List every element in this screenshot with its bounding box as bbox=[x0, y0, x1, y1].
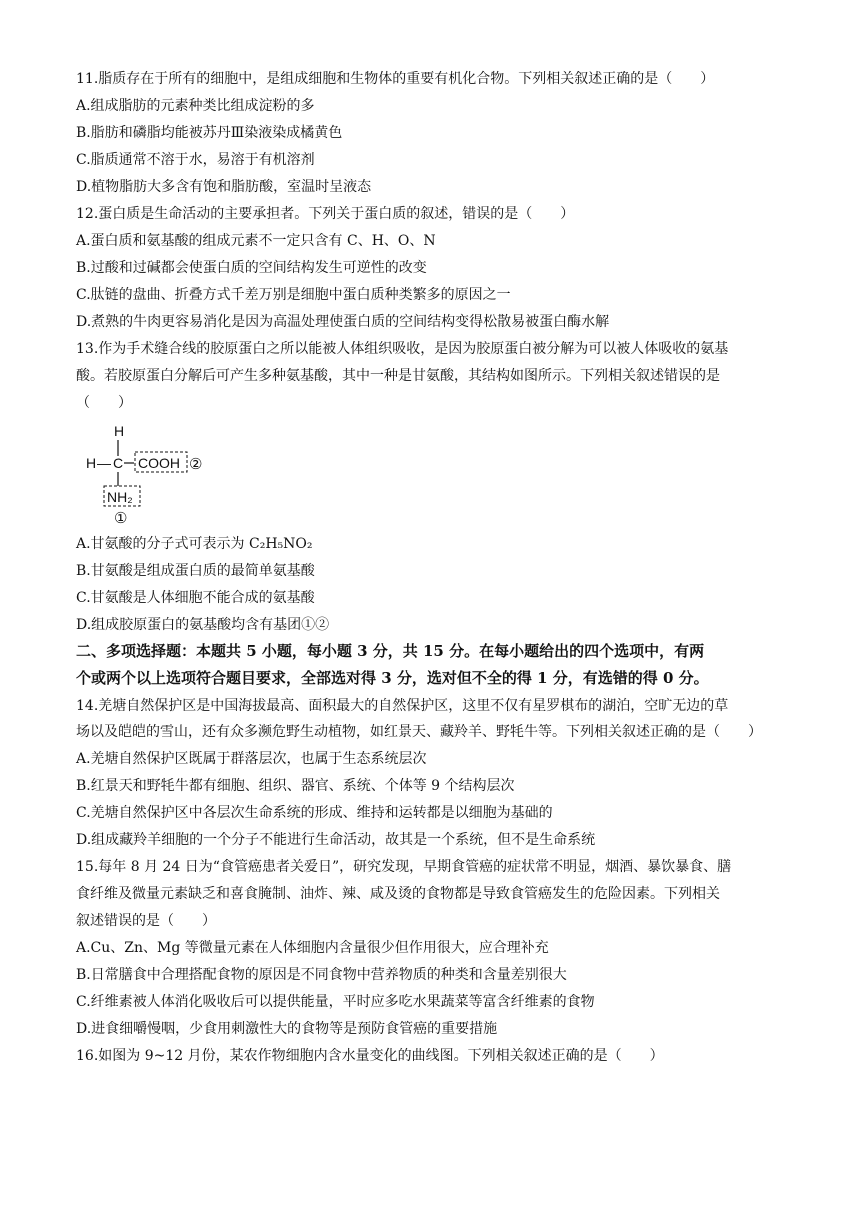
glycine-structure-figure bbox=[82, 420, 222, 528]
q12-option-b: B.过酸和过碱都会使蛋白质的空间结构发生可逆性的改变 bbox=[76, 260, 427, 276]
q15-option-c: C.纤维素被人体消化吸收后可以提供能量，平时应多吃水果蔬菜等富含纤维素的食物 bbox=[76, 994, 595, 1010]
q13-stem-line1: 13.作为手术缝合线的胶原蛋白之所以能被人体组织吸收，是因为胶原蛋白被分解为可以被人体吸收的氨基 bbox=[76, 341, 729, 357]
q14-stem-line2: 场以及皑皑的雪山，还有众多濒危野生动植物，如红景天、藏羚羊、野牦牛等。下列相关叙述正确的是（ ） bbox=[76, 724, 762, 740]
glycine-top-hydrogen: H bbox=[114, 423, 125, 439]
q15-option-a: A.Cu、Zn、Mg 等微量元素在人体细胞内含量很少但作用很大，应合理补充 bbox=[76, 940, 549, 956]
q11-option-a: A.组成脂肪的元素种类比组成淀粉的多 bbox=[76, 98, 315, 114]
q12-option-d: D.煮熟的牛肉更容易消化是因为高温处理使蛋白质的空间结构变得松散易被蛋白酶水解 bbox=[76, 314, 610, 330]
q13-option-b: B.甘氨酸是组成蛋白质的最简单氨基酸 bbox=[76, 563, 315, 579]
carboxyl-group: COOH bbox=[138, 455, 180, 471]
q11-option-c: C.脂质通常不溶于水，易溶于有机溶剂 bbox=[76, 152, 315, 168]
q15-option-d: D.进食细嚼慢咽，少食用刺激性大的食物等是预防食管癌的重要措施 bbox=[76, 1021, 498, 1037]
q12-option-a: A.蛋白质和氨基酸的组成元素不一定只含有 C、H、O、N bbox=[76, 233, 436, 249]
q14-option-a: A.羌塘自然保护区既属于群落层次，也属于生态系统层次 bbox=[76, 751, 427, 767]
section2-heading-line1: 二、多项选择题：本题共 5 小题，每小题 3 分，共 15 分。在每小题给出的四个选项中，有两 bbox=[76, 642, 705, 660]
q11-option-d: D.植物脂肪大多含有饱和脂肪酸，室温时呈液态 bbox=[76, 179, 372, 195]
amino-group: NH₂ bbox=[107, 489, 133, 505]
q14-option-b: B.红景天和野牦牛都有细胞、组织、器官、系统、个体等 9 个结构层次 bbox=[76, 778, 515, 794]
q14-option-d: D.组成藏羚羊细胞的一个分子不能进行生命活动，故其是一个系统，但不是生命系统 bbox=[76, 832, 596, 848]
q11-option-b: B.脂肪和磷脂均能被苏丹Ⅲ染液染成橘黄色 bbox=[76, 125, 343, 141]
label-circled-1: ① bbox=[114, 510, 128, 527]
q14-option-c: C.羌塘自然保护区中各层次生命系统的形成、维持和运转都是以细胞为基础的 bbox=[76, 805, 553, 821]
section2-heading-line2: 个或两个以上选项符合题目要求，全部选对得 3 分，选对但不全的得 1 分，有选错的得 0 分。 bbox=[76, 669, 709, 687]
q15-stem-line3: 叙述错误的是（ ） bbox=[76, 913, 216, 929]
q15-stem-line1: 15.每年 8 月 24 日为“食管癌患者关爱日”，研究发现，早期食管癌的症状常不明显，烟酒、暴饮暴食、膳 bbox=[76, 859, 732, 875]
q14-stem-line1: 14.羌塘自然保护区是中国海拔最高、面积最大的自然保护区，这里不仅有星罗棋布的湖泊，空旷无边的草 bbox=[76, 698, 729, 714]
q12-stem: 12.蛋白质是生命活动的主要承担者。下列关于蛋白质的叙述，错误的是（ ） bbox=[76, 206, 575, 222]
q11-stem: 11.脂质存在于所有的细胞中，是组成细胞和生物体的重要有机化合物。下列相关叙述正确的是（ ） bbox=[76, 71, 715, 87]
q13-option-a: A.甘氨酸的分子式可表示为 C₂H₅NO₂ bbox=[76, 536, 313, 552]
glycine-alpha-carbon: C bbox=[113, 455, 124, 471]
label-circled-2: ② bbox=[189, 456, 203, 473]
bond-left: — bbox=[97, 455, 111, 471]
q13-stem-line3: （ ） bbox=[76, 395, 132, 411]
q15-option-b: B.日常膳食中合理搭配食物的原因是不同食物中营养物质的种类和含量差别很大 bbox=[76, 967, 567, 983]
q13-option-c: C.甘氨酸是人体细胞不能合成的氨基酸 bbox=[76, 590, 315, 606]
q16-stem: 16.如图为 9~12 月份，某农作物细胞内含水量变化的曲线图。下列相关叙述正确的是（ ） bbox=[76, 1048, 664, 1064]
q15-stem-line2: 食纤维及微量元素缺乏和喜食腌制、油炸、辣、咸及烫的食物都是导致食管癌发生的危险因素。下列相关 bbox=[76, 886, 720, 902]
glycine-left-hydrogen: H bbox=[86, 455, 97, 471]
q13-option-d: D.组成胶原蛋白的氨基酸均含有基团①② bbox=[76, 617, 330, 633]
q12-option-c: C.肽链的盘曲、折叠方式千差万别是细胞中蛋白质种类繁多的原因之一 bbox=[76, 287, 511, 303]
q13-stem-line2: 酸。若胶原蛋白分解后可产生多种氨基酸，其中一种是甘氨酸，其结构如图所示。下列相关叙述错误的是 bbox=[76, 368, 720, 384]
